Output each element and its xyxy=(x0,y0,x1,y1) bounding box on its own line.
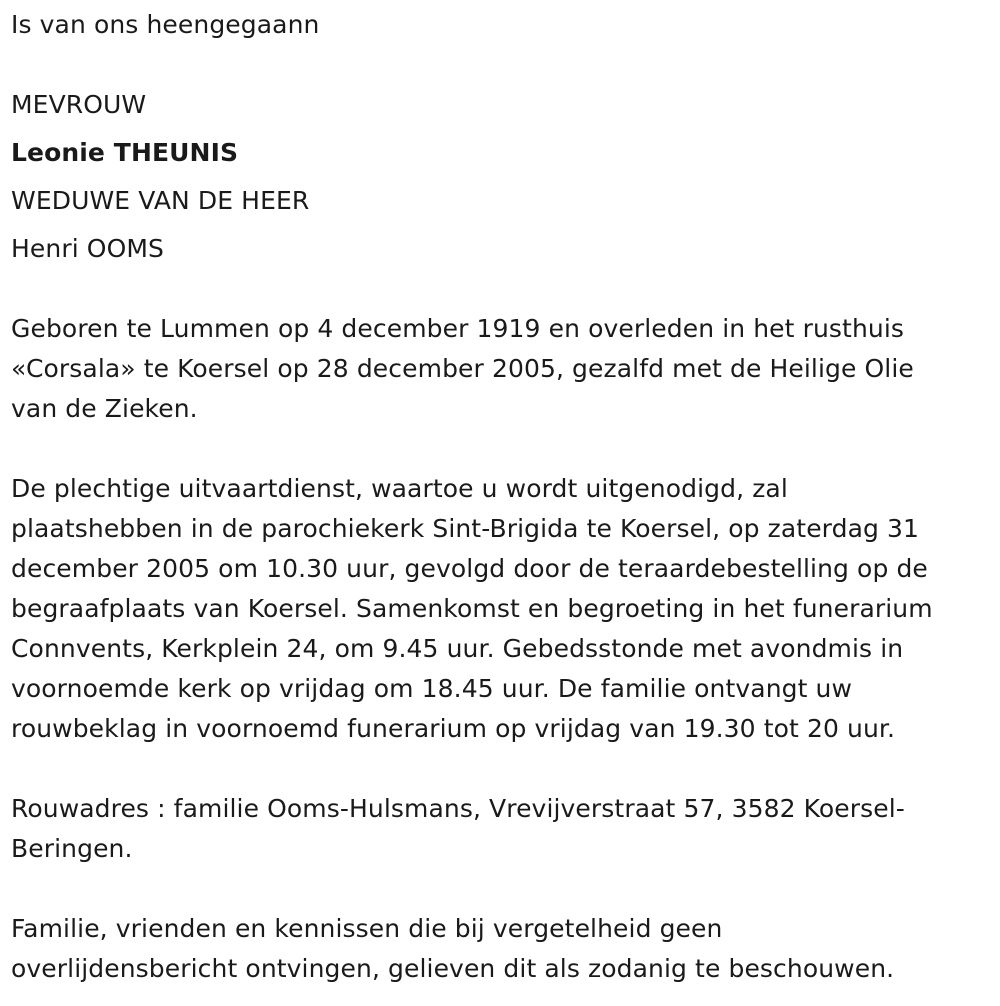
paragraph-line: «Corsala» te Koersel op 28 december 2005, gezalfd met de Heilige Olie xyxy=(11,354,914,383)
paragraph-line: Familie, vrienden en kennissen die bij vergetelheid geen xyxy=(11,914,723,943)
paragraph-line: voornoemde kerk op vrijdag om 18.45 uur. De familie ontvangt uw xyxy=(11,674,853,703)
closing-paragraph xyxy=(11,909,996,989)
paragraph-line: begraafplaats van Koersel. Samenkomst en begroeting in het funerarium xyxy=(11,594,933,623)
deceased-name: Leonie THEUNIS xyxy=(11,138,239,167)
paragraph-line: van de Zieken. xyxy=(11,394,198,423)
paragraph-line: plaatshebben in de parochiekerk Sint-Brigida te Koersel, op zaterdag 31 xyxy=(11,514,920,543)
title-text: MEVROUW xyxy=(11,90,147,119)
address-paragraph xyxy=(11,789,996,869)
paragraph-line: Rouwadres : familie Ooms-Hulsmans, Vrevijverstraat 57, 3582 Koersel- xyxy=(11,794,905,823)
intro-text: Is van ons heengegaann xyxy=(11,10,320,39)
funeral-paragraph xyxy=(11,469,996,749)
paragraph-line: overlijdensbericht ontvingen, gelieven dit als zodanig te beschouwen. xyxy=(11,954,895,983)
paragraph-line: december 2005 om 10.30 uur, gevolgd door de teraardebestelling op de xyxy=(11,554,928,583)
widow-of-text: WEDUWE VAN DE HEER xyxy=(11,186,310,215)
spouse-name: Henri OOMS xyxy=(11,234,164,263)
paragraph-line: Beringen. xyxy=(11,834,133,863)
paragraph-line: Connvents, Kerkplein 24, om 9.45 uur. Gebedsstonde met avondmis in xyxy=(11,634,904,663)
birth-paragraph xyxy=(11,309,996,429)
paragraph-line: De plechtige uitvaartdienst, waartoe u wordt uitgenodigd, zal xyxy=(11,474,788,503)
paragraph-line: Geboren te Lummen op 4 december 1919 en overleden in het rusthuis xyxy=(11,314,905,343)
paragraph-line: rouwbeklag in voornoemd funerarium op vrijdag van 19.30 tot 20 uur. xyxy=(11,714,896,743)
